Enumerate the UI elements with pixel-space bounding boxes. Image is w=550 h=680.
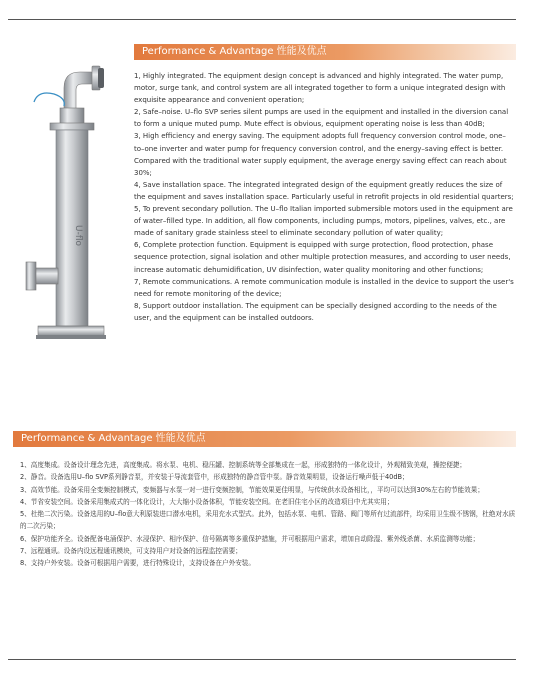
bottom-rule (8, 659, 516, 660)
cn-paragraph: 6、保护功能齐全。设备配备电涌保护、水浸保护、相序保护、信号隔离等多重保护措施，并可根据用户需求，增加自动除湿、紫外线杀菌、水质监测等功能； (20, 534, 480, 543)
cn-paragraph: 1、高度集成。设备设计理念先进，高度集成。将水泵、电机、稳压罐、控制系统等全部集成在一起，形成独特的一体化设计，外观精致美观，操控便捷； (20, 461, 466, 469)
cn-paragraph: 5、杜绝二次污染。设备选用的U–flo意大利原装进口潜水电机，采用充水式型式。此外，包括水泵、电机、管路、阀门等所有过流部件，均采用卫生级不锈钢，杜绝对水质的二次污染； (20, 510, 516, 531)
en-paragraph: 6, Complete protection function. Equipment is equipped with surge protection, flood protection, phase sequence protection, signal isolation and other multiple protection measures, and according to user needs, increase automatic dehumidification, UV disinfection, water quality monitoring and other functions; (134, 241, 511, 274)
cn-paragraph: 3、高效节能。设备采用全变频控制模式，变频器与水泵一对一进行变频控制，节能效果更佳明显，与传统供水设备相比，，平均可以达到30%左右的节能效果； (20, 485, 484, 494)
en-paragraph: 2, Safe–noise. U–flo SVP series silent pumps are used in the equipment and installed in the diversion canal to form a unique muted pump. Mute effect is obvious, equipment operating noise is less than 40dB; (134, 108, 509, 129)
english-advantages (134, 70, 514, 324)
en-paragraph: 7, Remote communications. A remote communication module is installed in the device to support the user's need for remote monitoring of the device; (134, 277, 514, 298)
cn-paragraph: 8、支持户外安装。设备可根据用户需要，进行特殊设计，支持设备在户外安装。 (20, 559, 255, 568)
section-header-en: Performance & Advantage 性能及优点 (134, 44, 516, 60)
pump-product-image (20, 50, 115, 350)
en-paragraph: 1, Highly integrated. The equipment design concept is advanced and highly integrated. The water pump, motor, surge tank, and control system are all integrated together to form a unique integrated design with exquisite appearance and convenient operation; (134, 72, 506, 105)
cn-paragraph: 4、节省安装空间。设备采用集成式的一体化设计，大大缩小设备体积，节能安装空间。在老旧住宅小区的改造项目中尤其实用； (20, 497, 394, 506)
cn-paragraph: 7、远程通讯。设备内设远程通讯模块，可支持用户对设备的远程监控需要； (20, 547, 242, 556)
en-paragraph: 8, Support outdoor installation. The equipment can be specially designed according to the needs of the user, and the equipment can be installed outdoors. (134, 301, 497, 322)
section-header-cn: Performance & Advantage 性能及优点 (13, 431, 516, 447)
en-paragraph: 4, Save installation space. The integrated integrated design of the equipment greatly reduces the size of the equipment and saves installation space. Particularly useful in retrofit projects in old residential quarters; (134, 180, 514, 201)
cn-paragraph: 2、静音。设备选用U–flo SVP系列静音泵，并安装于导流套管中，形成独特的静音管中泵。静音效果明显，设备运行噪声低于40dB； (20, 473, 409, 482)
en-paragraph: 5, To prevent secondary pollution. The U–flo Italian imported submersible motors used in the equipment are of water–filled type. In addition, all flow components, including pumps, motors, pipelines, valves, etc., are made of sanitary grade stainless steel to eliminate secondary pollution of water quality; (134, 205, 513, 238)
chinese-advantages (20, 459, 516, 570)
top-rule (8, 19, 516, 20)
en-paragraph: 3, High efficiency and energy saving. The equipment adopts full frequency conversion control mode, one–to–one inverter and water pump for frequency conversion control, and the energy–saving effect is better. Compared with the traditional water supply equipment, the average energy saving effect can reach about 30%; (134, 132, 507, 177)
svg-text:U-flo: U-flo (73, 225, 83, 247)
